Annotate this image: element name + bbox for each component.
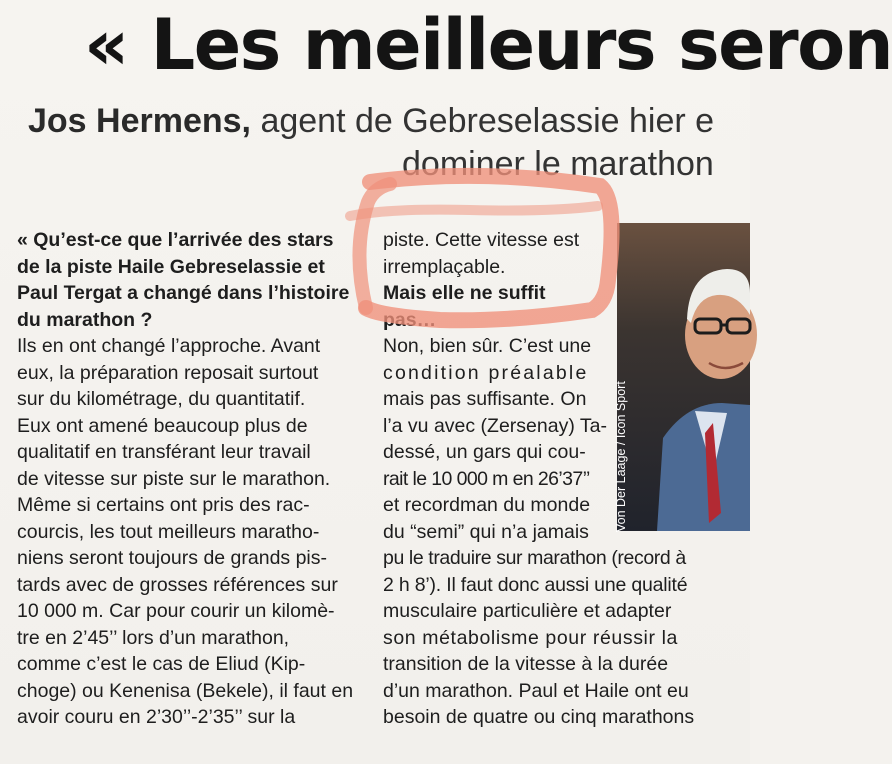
photo-credit [614,322,636,532]
portrait-photo [617,223,750,531]
question-line: de la piste Haile Gebreselassie et [17,255,325,278]
answer-line: Eux ont amené beaucoup plus de [17,414,308,437]
interview-answer-1 [17,333,353,731]
subhead-name: Jos Hermens, [28,102,251,140]
question-line: Mais elle ne suffit [383,282,546,304]
answer-line: et recordman du monde [383,494,591,516]
answer-line: choge) ou Kenenisa (Bekele), il faut en [17,679,354,702]
answer-line: transition de la vitesse à la durée [383,653,669,675]
answer-line: comme c’est le cas de Eliud (Kip- [17,653,306,675]
question-line: Paul Tergat a changé dans l’histoire [17,282,350,304]
answer-line: d’un marathon. Paul et Haile ont eu [383,679,689,702]
subhead-text: agent de Gebreselassie hier e [251,102,715,140]
answer-line: du “semi” qui n’a jamais [383,520,589,543]
question-line: du marathon ? [17,308,153,331]
question-line: « Qu’est-ce que l’arrivée des stars [17,229,334,251]
answer-line: eux, la préparation reposait surtout [17,361,319,384]
portrait-illustration [617,223,750,531]
answer-line: Ils en ont changé l’approche. Avant [17,335,321,357]
answer-line: sur du kilométrage, du quantitatif. [17,388,306,410]
answer-line: irremplaçable. [383,255,506,278]
answer-line: courcis, les tout meilleurs maratho- [17,520,320,543]
answer-line: condition préalable [383,361,589,384]
article-column-1 [17,227,353,731]
answer-line: tre en 2’45’’ lors d’un marathon, [17,626,290,649]
answer-line: avoir couru en 2’30’’-2’35’’ sur la [17,706,296,728]
photo-credit-text: Von Der Laage / Icon Sport [614,381,628,532]
answer-line: l’a vu avec (Zersenay) Ta- [383,414,607,437]
answer-line: qualitatif en transférant leur travail [17,441,311,463]
subheadline-line2: dominer le marathon [402,145,714,183]
answer-line: tards avec de grosses références sur [17,573,338,596]
subheadline [28,104,714,138]
answer-line: pu le traduire sur marathon (record à [383,547,686,569]
answer-line: dessé, un gars qui cou- [383,441,586,463]
answer-line: 2 h 8’). Il faut donc aussi une qualité [383,573,688,596]
answer-line: rait le 10 000 m en 26’37’’ [383,467,590,490]
headline: « Les meilleurs seron [84,4,892,86]
question-line: pas… [383,308,437,331]
answer-line: de vitesse sur piste sur le marathon. [17,467,331,490]
answer-line: son métabolisme pour réussir la [383,626,678,649]
answer-line: 10 000 m. Car pour courir un kilomè- [17,600,335,622]
answer-line: Non, bien sûr. C’est une [383,335,592,357]
answer-line: musculaire particulière et adapter [383,600,672,622]
answer-line: niens seront toujours de grands pis- [17,547,328,569]
answer-line: piste. Cette vitesse est [383,229,580,251]
answer-line: besoin de quatre ou cinq marathons [383,706,695,728]
answer-line: Même si certains ont pris des rac- [17,494,310,516]
interview-question-1 [17,227,353,333]
answer-line: mais pas suffisante. On [383,388,587,410]
